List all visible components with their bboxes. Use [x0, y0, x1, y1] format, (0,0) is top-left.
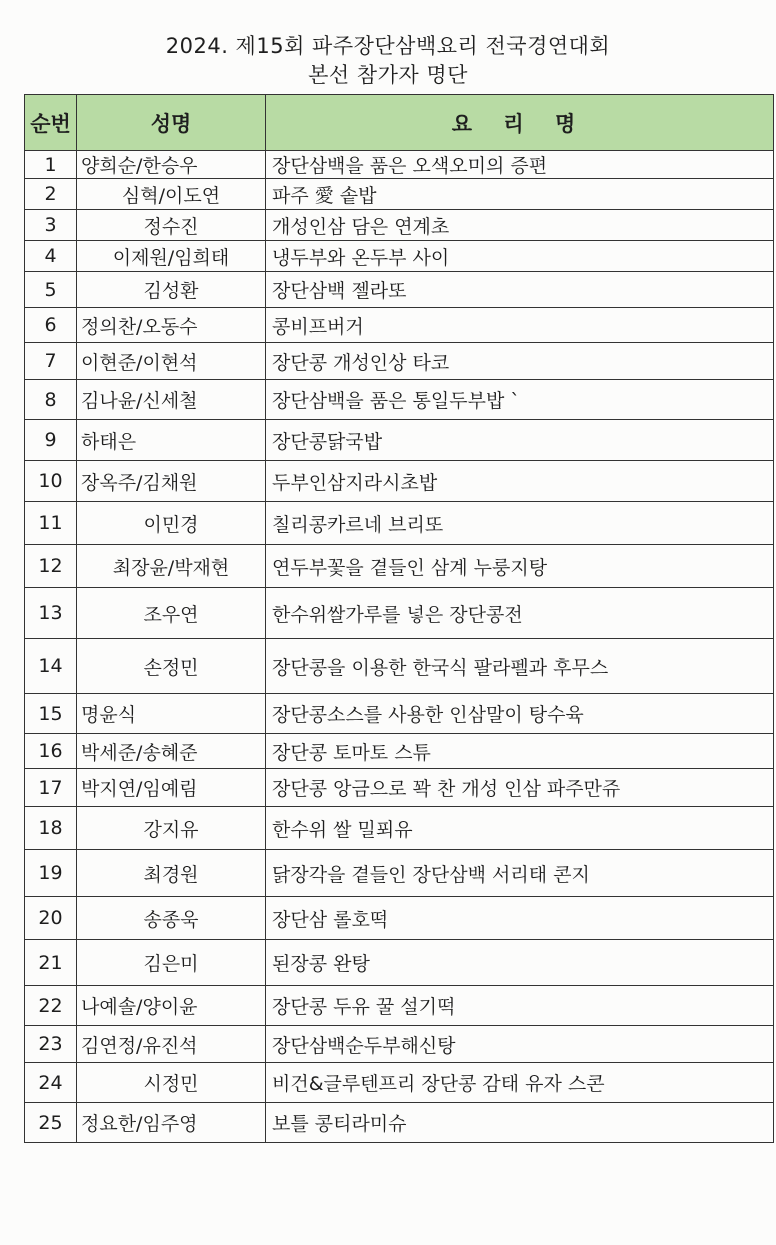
table-row [25, 380, 774, 420]
row-number: 13 [25, 588, 77, 639]
table-row [25, 420, 774, 461]
participant-name: 시정민 [77, 1063, 266, 1103]
row-number: 19 [25, 850, 77, 897]
table-row [25, 502, 774, 545]
participant-name: 하태은 [77, 420, 266, 461]
row-number: 23 [25, 1026, 77, 1063]
row-number: 15 [25, 694, 77, 734]
table-row [25, 272, 774, 308]
row-number: 2 [25, 179, 77, 210]
dish-name: 칠리콩카르네 브리또 [266, 502, 774, 545]
participant-name: 최장윤/박재현 [77, 545, 266, 588]
row-number: 16 [25, 734, 77, 769]
table-row [25, 940, 774, 986]
participant-name: 송종욱 [77, 897, 266, 940]
participant-name: 양희순/한승우 [77, 151, 266, 179]
table-row [25, 343, 774, 380]
participant-name: 김연정/유진석 [77, 1026, 266, 1063]
row-number: 18 [25, 807, 77, 850]
table-row [25, 588, 774, 639]
dish-name: 개성인삼 담은 연계초 [266, 210, 774, 241]
participant-name: 정수진 [77, 210, 266, 241]
table-row [25, 179, 774, 210]
dish-name: 장단삼백 젤라또 [266, 272, 774, 308]
row-number: 4 [25, 241, 77, 272]
row-number: 9 [25, 420, 77, 461]
participant-name: 명윤식 [77, 694, 266, 734]
dish-name: 장단콩 개성인상 타코 [266, 343, 774, 380]
row-number: 5 [25, 272, 77, 308]
table-row [25, 210, 774, 241]
dish-name: 장단콩 앙금으로 꽉 찬 개성 인삼 파주만쥬 [266, 769, 774, 807]
table-row [25, 308, 774, 343]
table-row [25, 986, 774, 1026]
dish-name: 파주 愛 솥밥 [266, 179, 774, 210]
row-number: 11 [25, 502, 77, 545]
participant-name: 최경원 [77, 850, 266, 897]
row-number: 8 [25, 380, 77, 420]
dish-name: 닭장각을 곁들인 장단삼백 서리태 콘지 [266, 850, 774, 897]
participant-name: 이현준/이현석 [77, 343, 266, 380]
row-number: 20 [25, 897, 77, 940]
table-row [25, 241, 774, 272]
dish-name: 된장콩 완탕 [266, 940, 774, 986]
dish-name: 장단삼백을 품은 통일두부밥 ` [266, 380, 774, 420]
dish-name: 장단콩을 이용한 한국식 팔라펠과 후무스 [266, 639, 774, 694]
table-row [25, 461, 774, 502]
dish-name: 보틀 콩티라미슈 [266, 1103, 774, 1143]
table-row [25, 807, 774, 850]
row-number: 24 [25, 1063, 77, 1103]
header-dish: 요 리 명 [266, 95, 774, 151]
table-row [25, 1026, 774, 1063]
dish-name: 장단삼백을 품은 오색오미의 증편 [266, 151, 774, 179]
row-number: 7 [25, 343, 77, 380]
table-row [25, 1063, 774, 1103]
header-no: 순번 [25, 95, 77, 151]
participant-name: 손정민 [77, 639, 266, 694]
dish-name: 연두부꽃을 곁들인 삼계 누룽지탕 [266, 545, 774, 588]
dish-name: 장단콩 두유 꿀 설기떡 [266, 986, 774, 1026]
title-line-2: 본선 참가자 명단 [308, 63, 468, 87]
row-number: 14 [25, 639, 77, 694]
table-row [25, 1103, 774, 1143]
dish-name: 한수위 쌀 밀푀유 [266, 807, 774, 850]
table-row [25, 850, 774, 897]
row-number: 3 [25, 210, 77, 241]
table-row [25, 769, 774, 807]
dish-name: 장단콩닭국밥 [266, 420, 774, 461]
participant-name: 김은미 [77, 940, 266, 986]
dish-name: 장단삼백순두부해신탕 [266, 1026, 774, 1063]
row-number: 25 [25, 1103, 77, 1143]
header-name: 성명 [77, 95, 266, 151]
participant-name: 이민경 [77, 502, 266, 545]
row-number: 21 [25, 940, 77, 986]
dish-name: 장단삼 롤호떡 [266, 897, 774, 940]
document-title [0, 32, 776, 90]
row-number: 12 [25, 545, 77, 588]
participant-name: 김나윤/신세철 [77, 380, 266, 420]
table-row [25, 151, 774, 179]
header-row [25, 95, 774, 151]
dish-name: 비건&글루텐프리 장단콩 감태 유자 스콘 [266, 1063, 774, 1103]
participant-name: 심혁/이도연 [77, 179, 266, 210]
table-row [25, 897, 774, 940]
table-row [25, 545, 774, 588]
table-row [25, 734, 774, 769]
table-row [25, 694, 774, 734]
dish-name: 한수위쌀가루를 넣은 장단콩전 [266, 588, 774, 639]
row-number: 6 [25, 308, 77, 343]
participant-name: 김성환 [77, 272, 266, 308]
participant-name: 정의찬/오동수 [77, 308, 266, 343]
participant-name: 나예솔/양이윤 [77, 986, 266, 1026]
title-line-1: 2024. 제15회 파주장단삼백요리 전국경연대회 [165, 34, 611, 58]
participant-name: 박세준/송혜준 [77, 734, 266, 769]
participant-name: 이제원/임희태 [77, 241, 266, 272]
participant-name: 강지유 [77, 807, 266, 850]
table-row [25, 639, 774, 694]
dish-name: 냉두부와 온두부 사이 [266, 241, 774, 272]
dish-name: 콩비프버거 [266, 308, 774, 343]
row-number: 17 [25, 769, 77, 807]
participant-name: 조우연 [77, 588, 266, 639]
participant-name: 장옥주/김채원 [77, 461, 266, 502]
row-number: 10 [25, 461, 77, 502]
participant-name: 박지연/임예림 [77, 769, 266, 807]
row-number: 1 [25, 151, 77, 179]
dish-name: 장단콩소스를 사용한 인삼말이 탕수육 [266, 694, 774, 734]
participant-name: 정요한/임주영 [77, 1103, 266, 1143]
row-number: 22 [25, 986, 77, 1026]
dish-name: 장단콩 토마토 스튜 [266, 734, 774, 769]
dish-name: 두부인삼지라시초밥 [266, 461, 774, 502]
participant-table [24, 94, 774, 1143]
